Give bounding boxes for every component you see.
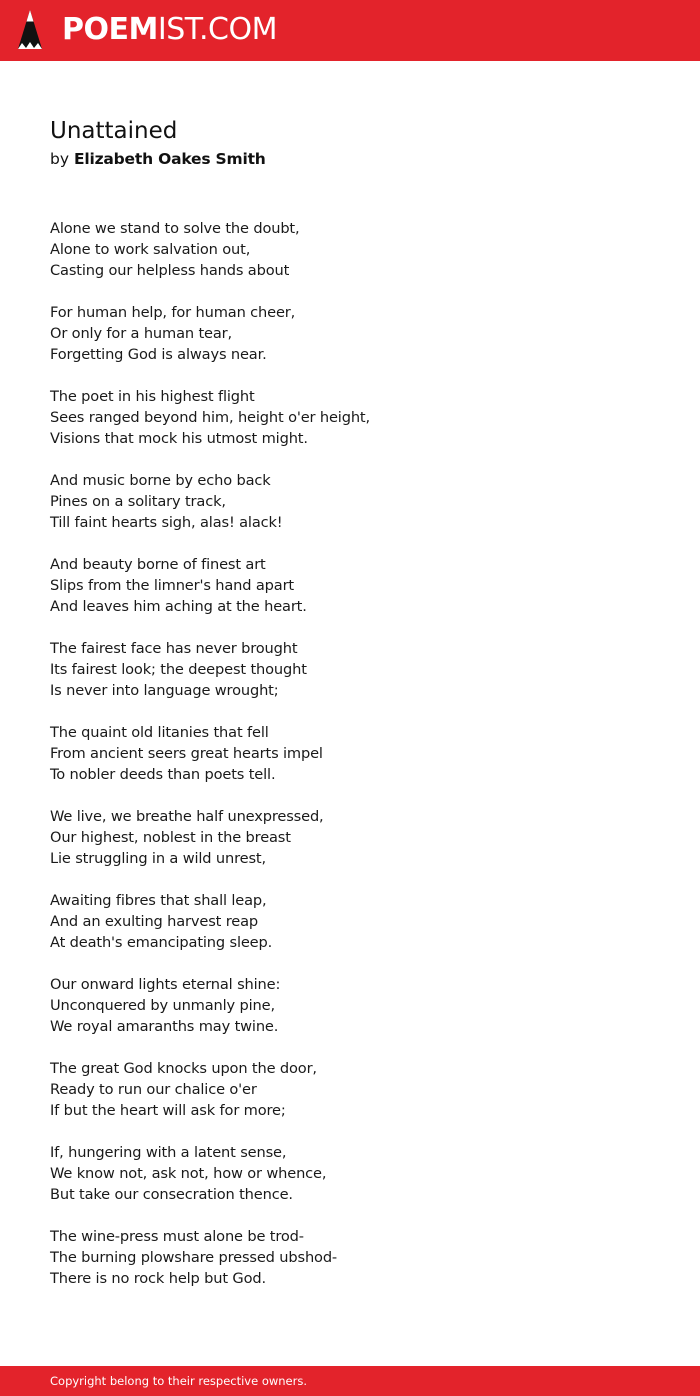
stanza bbox=[50, 638, 670, 701]
poem-line: Awaiting fibres that shall leap, bbox=[50, 892, 267, 909]
stanza bbox=[50, 1226, 670, 1289]
poem-line: The fairest face has never brought bbox=[50, 640, 298, 657]
logo-text-light: IST.COM bbox=[157, 12, 277, 47]
stanza bbox=[50, 470, 670, 533]
poem-line: We royal amaranths may twine. bbox=[50, 1018, 279, 1035]
by-label: by bbox=[50, 150, 70, 168]
poem-line: If but the heart will ask for more; bbox=[50, 1102, 286, 1119]
stanza bbox=[50, 386, 670, 449]
stanza bbox=[50, 554, 670, 617]
stanza bbox=[50, 806, 670, 869]
poem-title: Unattained bbox=[50, 118, 178, 144]
stanza bbox=[50, 302, 670, 365]
stanza bbox=[50, 1142, 670, 1205]
poem-line: Or only for a human tear, bbox=[50, 325, 232, 342]
poem-line: From ancient seers great hearts impel bbox=[50, 745, 323, 762]
poem-line: Casting our helpless hands about bbox=[50, 262, 290, 279]
poem-line: The quaint old litanies that fell bbox=[50, 724, 269, 741]
stanza bbox=[50, 1058, 670, 1121]
logo-text-bold: POEM bbox=[62, 12, 158, 47]
poem-line: Forgetting God is always near. bbox=[50, 346, 267, 363]
poem-line: Slips from the limner's hand apart bbox=[50, 577, 294, 594]
stanza bbox=[50, 218, 670, 281]
poem-line: Till faint hearts sigh, alas! alack! bbox=[50, 514, 283, 531]
poem-line: We know not, ask not, how or whence, bbox=[50, 1165, 327, 1182]
poem-line: Is never into language wrought; bbox=[50, 682, 279, 699]
poem-line: The burning plowshare pressed ubshod- bbox=[50, 1249, 338, 1266]
stanza bbox=[50, 974, 670, 1037]
poem-line: The wine-press must alone be trod- bbox=[50, 1228, 304, 1245]
author-name: Elizabeth Oakes Smith bbox=[73, 150, 266, 168]
poem-line: Our onward lights eternal shine: bbox=[50, 976, 281, 993]
byline bbox=[50, 148, 266, 170]
poem-line: And music borne by echo back bbox=[50, 472, 271, 489]
site-header bbox=[0, 0, 700, 61]
poem-line: We live, we breathe half unexpressed, bbox=[50, 808, 324, 825]
stanza bbox=[50, 890, 670, 953]
site-footer bbox=[0, 1366, 700, 1396]
poem-line: At death's emancipating sleep. bbox=[50, 934, 273, 951]
poem-line: Alone we stand to solve the doubt, bbox=[50, 220, 300, 237]
stanza bbox=[50, 722, 670, 785]
copyright-notice: Copyright belong to their respective owners. bbox=[50, 1374, 308, 1388]
poem-line: But take our consecration thence. bbox=[50, 1186, 293, 1203]
poem-line: Sees ranged beyond him, height o'er height, bbox=[50, 409, 370, 426]
poem-line: The poet in his highest flight bbox=[50, 388, 255, 405]
poem-line: If, hungering with a latent sense, bbox=[50, 1144, 287, 1161]
poem-line: The great God knocks upon the door, bbox=[50, 1060, 317, 1077]
poem-line: Pines on a solitary track, bbox=[50, 493, 226, 510]
poem-line: There is no rock help but God. bbox=[50, 1270, 266, 1287]
poem-line: Unconquered by unmanly pine, bbox=[50, 997, 275, 1014]
poem-line: And beauty borne of finest art bbox=[50, 556, 266, 573]
poem-line: Our highest, noblest in the breast bbox=[50, 829, 291, 846]
poem-line: And leaves him aching at the heart. bbox=[50, 598, 307, 615]
poem-line: Visions that mock his utmost might. bbox=[50, 430, 308, 447]
poem-line: Lie struggling in a wild unrest, bbox=[50, 850, 266, 867]
poem-line: Its fairest look; the deepest thought bbox=[50, 661, 307, 678]
pencil-tip-icon[interactable] bbox=[16, 9, 44, 51]
poem-line: Ready to run our chalice o'er bbox=[50, 1081, 257, 1098]
poem-body bbox=[50, 218, 670, 1310]
poem-line: Alone to work salvation out, bbox=[50, 241, 251, 258]
site-logo[interactable] bbox=[62, 12, 277, 48]
poem-line: And an exulting harvest reap bbox=[50, 913, 258, 930]
poem-line: For human help, for human cheer, bbox=[50, 304, 296, 321]
poem-line: To nobler deeds than poets tell. bbox=[50, 766, 276, 783]
